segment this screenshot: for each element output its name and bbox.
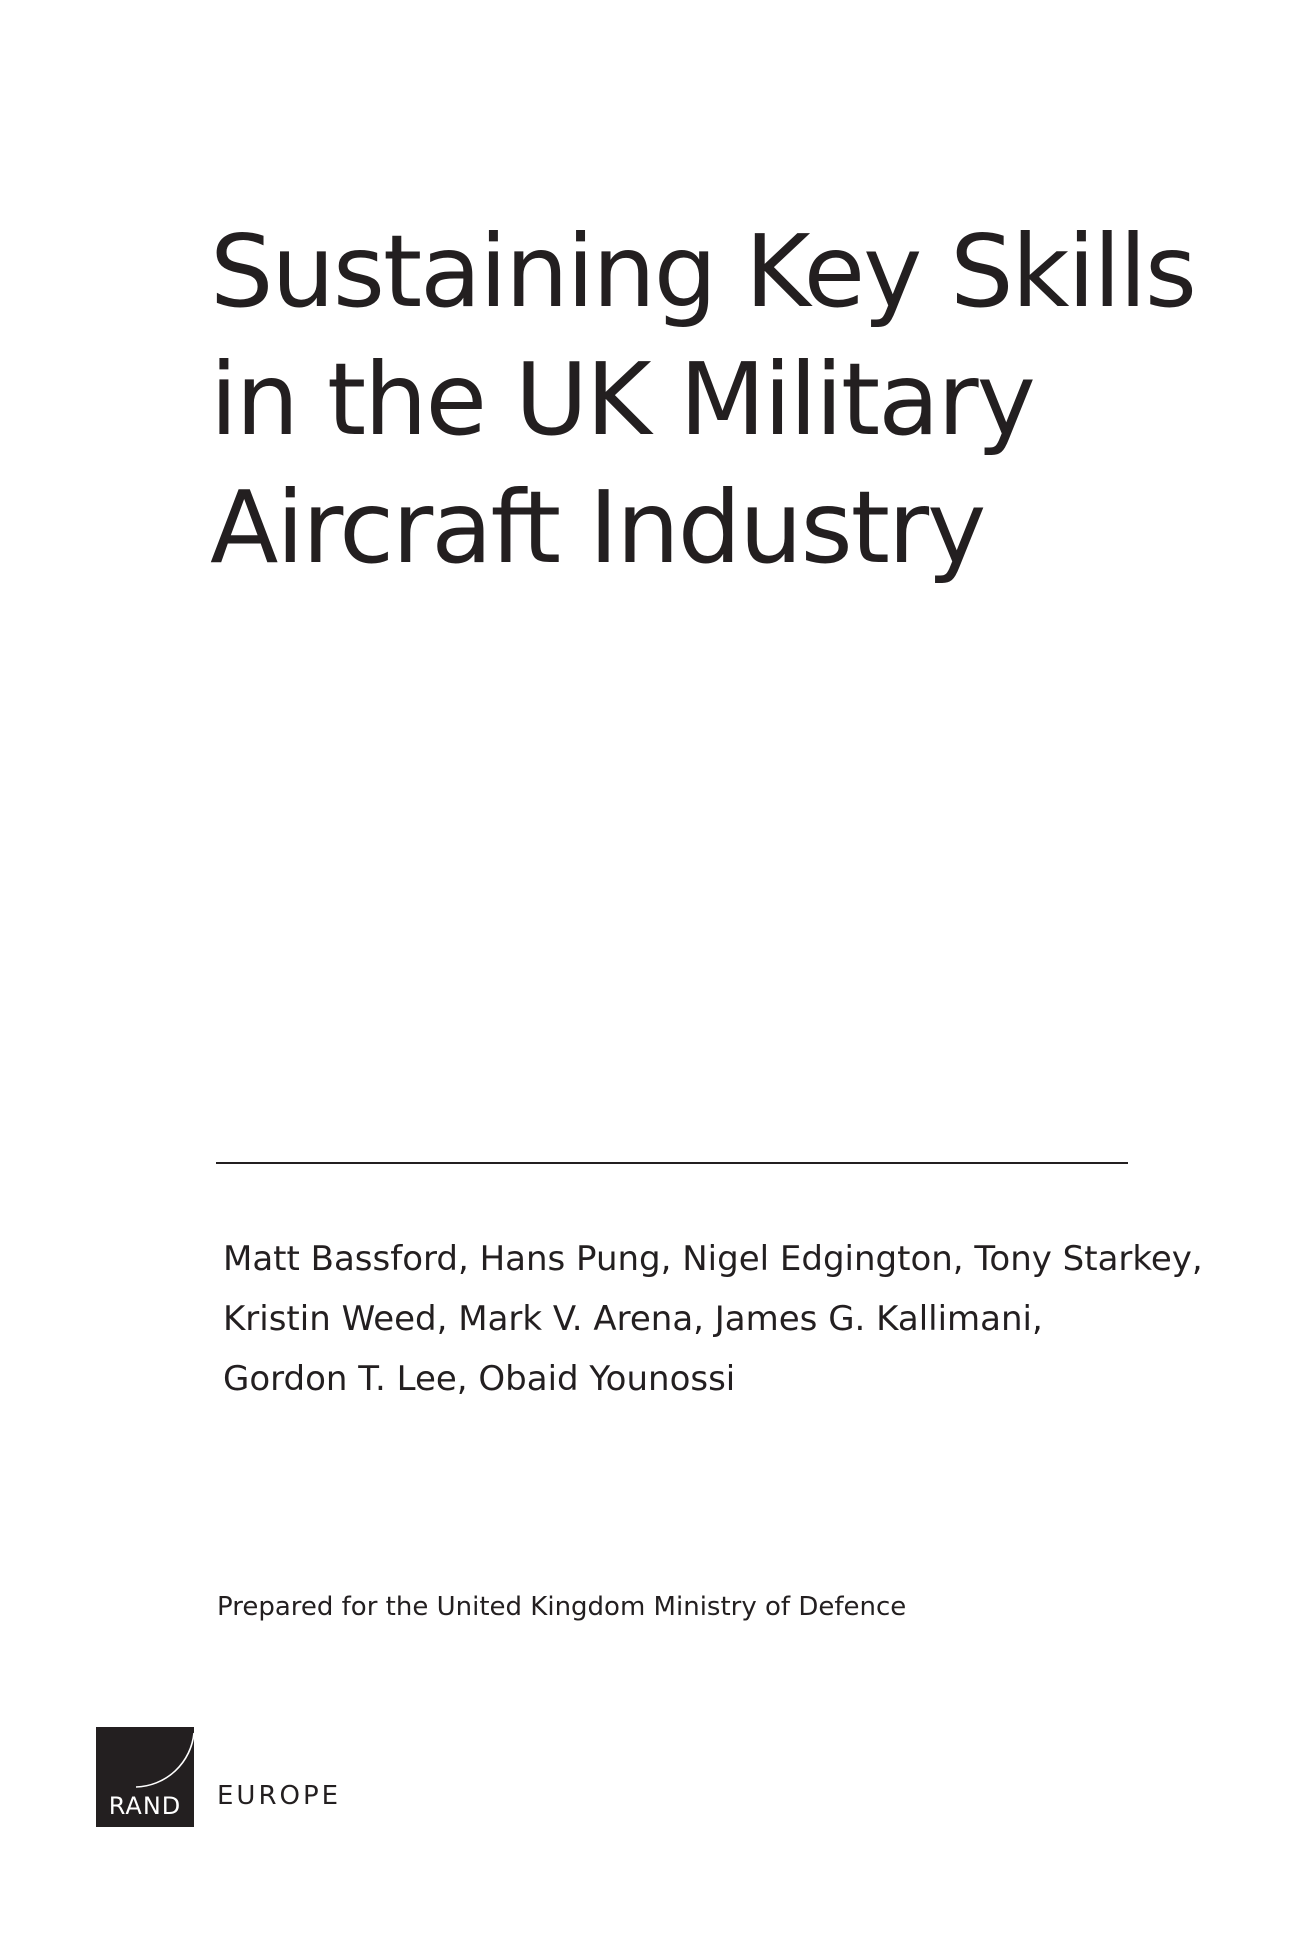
title-line-3: Aircraft Industry <box>210 469 985 586</box>
author-line-2: Kristin Weed, Mark V. Arena, James G. Kallimani, <box>223 1299 1043 1339</box>
title-line-2: in the UK Military <box>210 341 1034 458</box>
title-line-1: Sustaining Key Skills <box>210 213 1195 330</box>
prepared-for-note: Prepared for the United Kingdom Ministry of Defence <box>217 1592 907 1622</box>
rand-logo-text: RAND <box>108 1792 182 1820</box>
book-title <box>210 208 1210 592</box>
author-list <box>223 1229 1203 1409</box>
divider-rule <box>216 1162 1128 1164</box>
rand-logo-suffix: EUROPE <box>217 1781 342 1811</box>
rand-logo <box>96 1727 194 1827</box>
author-line-1: Matt Bassford, Hans Pung, Nigel Edgington, Tony Starkey, <box>223 1239 1203 1279</box>
author-line-3: Gordon T. Lee, Obaid Younossi <box>223 1359 736 1399</box>
